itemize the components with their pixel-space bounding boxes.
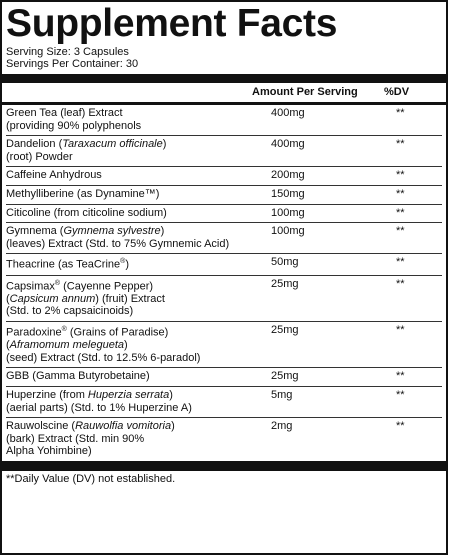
ingredient-name [6, 107, 256, 132]
ingredient-name-line [6, 389, 256, 402]
ingredient-text: (Grains of Paradise) [66, 326, 169, 339]
daily-value: ** [396, 225, 405, 238]
ingredient-row [6, 136, 442, 167]
ingredient-name [6, 324, 256, 364]
ingredient-text: (Std. to 2% capsaicinoids) [6, 305, 134, 318]
ingredient-text: (providing 90% polyphenols [6, 119, 142, 132]
ingredient-text: Caffeine Anhydrous [6, 169, 102, 182]
ingredient-row [6, 387, 442, 418]
ingredient-name-line [6, 420, 256, 433]
ingredient-text: (root) Powder [6, 150, 73, 163]
ingredient-text: ( [6, 292, 10, 305]
ingredient-name-line [6, 339, 256, 352]
daily-value: ** [396, 420, 405, 433]
ingredient-text: (leaves) Extract (Std. to 75% Gymnemic Acid) [6, 237, 230, 250]
amount-per-serving: 5mg [271, 389, 293, 402]
ingredient-text: ) [162, 138, 167, 151]
registered-mark: ® [61, 326, 67, 334]
ingredient-text: ) [160, 225, 165, 238]
daily-value: ** [396, 389, 405, 402]
panel-title: Supplement Facts [6, 2, 338, 45]
ingredient-name-line [6, 151, 256, 164]
ingredient-text: Paradoxine [6, 326, 62, 339]
ingredient-text: Dandelion ( [6, 138, 63, 151]
ingredient-name-line [6, 293, 256, 306]
thick-divider-bottom [0, 461, 448, 471]
amount-per-serving: 100mg [271, 206, 305, 219]
ingredient-text: Capsimax [6, 280, 55, 293]
ingredient-text: Rauwolscine ( [6, 420, 76, 433]
ingredient-text: (seed) Extract (Std. to 12.5% 6-paradol) [6, 351, 201, 364]
ingredient-name-line [6, 238, 256, 251]
ingredient-text: ( [6, 339, 10, 352]
botanical-name: Huperzia serrata [87, 389, 170, 402]
ingredient-name-line [6, 278, 256, 293]
ingredient-name [6, 278, 256, 318]
ingredient-name [6, 225, 256, 250]
servings-per-container: Servings Per Container: 30 [6, 58, 139, 70]
ingredient-text: Methylliberine (as Dynamine™) [6, 187, 160, 200]
ingredient-name [6, 370, 256, 383]
daily-value: ** [396, 169, 405, 182]
amount-per-serving: 25mg [271, 370, 299, 383]
ingredient-name-line [6, 433, 256, 446]
daily-value: ** [396, 206, 405, 219]
amount-per-serving: 200mg [271, 169, 305, 182]
daily-value: ** [396, 324, 405, 337]
ingredient-text: ) [171, 420, 175, 433]
ingredient-name-line [6, 324, 256, 339]
botanical-name: Aframomum melegueta [9, 339, 124, 352]
ingredient-name [6, 138, 256, 163]
amount-per-serving: 400mg [271, 107, 305, 119]
daily-value-footnote: **Daily Value (DV) not established. [6, 473, 176, 486]
ingredient-name-line [6, 138, 256, 151]
ingredient-text: GBB (Gamma Butyrobetaine) [6, 370, 150, 383]
amount-per-serving: 25mg [271, 277, 299, 290]
botanical-name: Capsicum annum [9, 292, 96, 305]
ingredient-name [6, 420, 256, 458]
amount-per-serving: 100mg [271, 225, 305, 238]
ingredient-row [6, 186, 442, 205]
ingredient-text: Theacrine (as TeaCrine [6, 259, 121, 271]
ingredient-name [6, 389, 256, 414]
ingredient-row [6, 254, 442, 275]
ingredient-row [6, 205, 442, 224]
ingredient-name-line [6, 207, 256, 220]
ingredient-row [6, 167, 442, 186]
ingredient-text: Gymnema ( [6, 225, 64, 238]
amount-per-serving: 50mg [271, 256, 299, 269]
ingredient-name-line [6, 256, 256, 271]
ingredient-name-line [6, 352, 256, 365]
ingredient-row [6, 276, 442, 322]
amount-per-serving: 25mg [271, 324, 299, 337]
ingredient-row [6, 105, 442, 136]
amount-header: Amount Per Serving [252, 86, 358, 98]
ingredient-name-line [6, 370, 256, 383]
daily-value: ** [396, 256, 405, 269]
ingredient-text: Alpha Yohimbine) [6, 445, 92, 458]
amount-per-serving: 400mg [271, 138, 305, 151]
daily-value: ** [396, 187, 405, 200]
ingredient-text: ) [169, 389, 173, 402]
registered-mark: ® [54, 279, 61, 287]
ingredient-name-line [6, 120, 256, 133]
ingredient-name-line [6, 169, 256, 182]
thick-divider-top [0, 74, 448, 83]
ingredient-text: ) [124, 339, 128, 352]
ingredient-text: (Cayenne Pepper) [60, 280, 154, 293]
ingredient-name-line [6, 445, 256, 458]
amount-per-serving: 2mg [271, 420, 293, 433]
ingredient-list [2, 105, 446, 461]
ingredient-row [6, 368, 442, 387]
serving-size: Serving Size: 3 Capsules [6, 46, 129, 58]
ingredient-text: Huperzine (from [6, 389, 88, 402]
dv-header: %DV [384, 86, 410, 98]
column-header [6, 83, 442, 102]
botanical-name: Taraxacum officinale [62, 138, 163, 151]
ingredient-text: ) [125, 259, 129, 271]
ingredient-text: Green Tea (leaf) Extract [6, 107, 123, 119]
registered-mark: ® [120, 258, 126, 266]
daily-value: ** [396, 370, 405, 383]
ingredient-name [6, 207, 256, 220]
amount-per-serving: 150mg [271, 187, 305, 200]
ingredient-name-line [6, 305, 256, 318]
ingredient-text: ) (fruit) Extract [95, 292, 165, 305]
ingredient-name-line [6, 107, 256, 120]
ingredient-text: (aerial parts) (Std. to 1% Huperzine A) [6, 401, 192, 414]
daily-value: ** [396, 138, 405, 151]
botanical-name: Gymnema sylvestre [63, 225, 161, 238]
ingredient-row [6, 322, 442, 368]
ingredient-name [6, 188, 256, 201]
ingredient-row [6, 223, 442, 254]
ingredient-name-line [6, 188, 256, 201]
botanical-name: Rauwolfia vomitoria [75, 420, 172, 433]
daily-value: ** [396, 107, 405, 119]
ingredient-name-line [6, 402, 256, 415]
daily-value: ** [396, 277, 405, 290]
ingredient-name [6, 256, 256, 271]
ingredient-text: Citicoline (from citicoline sodium) [6, 206, 167, 219]
ingredient-name [6, 169, 256, 182]
ingredient-text: (bark) Extract (Std. min 90% [6, 432, 145, 445]
ingredient-row [6, 418, 442, 461]
ingredient-name-line [6, 225, 256, 238]
